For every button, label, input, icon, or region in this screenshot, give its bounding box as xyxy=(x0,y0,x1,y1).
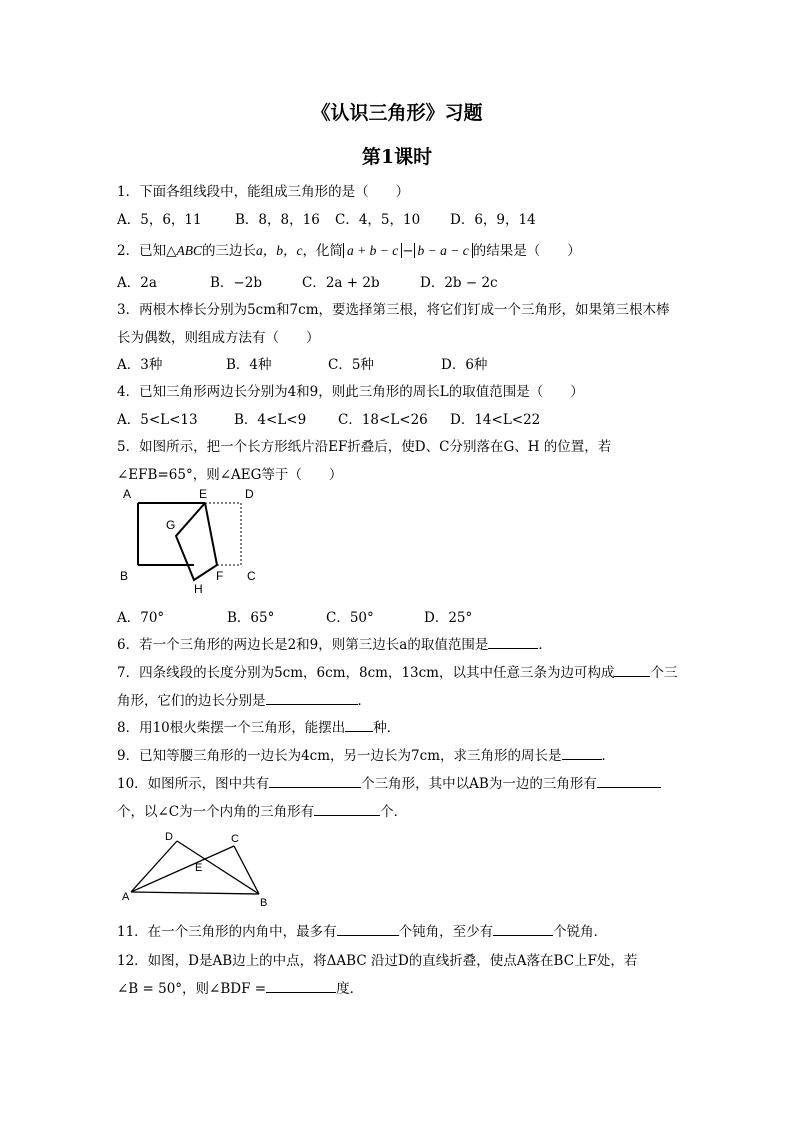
question-6 xyxy=(117,633,552,653)
q1-option-b: B．8，8，16 xyxy=(235,212,320,228)
q3-option-d: D．6种 xyxy=(441,357,488,373)
q2-stem-pre: 2．已知△ xyxy=(117,243,177,259)
q2-stem-mid: 的三边长 xyxy=(201,243,256,259)
q4-option-c: C．18<L<26 xyxy=(338,412,428,428)
q10-answer-blank-2 xyxy=(597,775,661,788)
segment-cb xyxy=(234,846,259,894)
q10-line2-text: 个，以∠C为一个内角的三角形有 xyxy=(117,804,315,820)
q1-option-a: A．5，6，11 xyxy=(117,212,202,228)
label-e: E xyxy=(199,487,208,501)
q2-stem-simplify: ，化简 xyxy=(302,243,343,259)
label-a: A xyxy=(123,487,132,501)
question-2-stem xyxy=(117,239,581,259)
q2-minus: − xyxy=(402,243,414,259)
q1-option-d: D．6，9，14 xyxy=(450,212,536,228)
q12-answer-blank xyxy=(266,980,336,993)
q11-post: 个锐角． xyxy=(553,924,608,940)
q9-post: ． xyxy=(601,748,615,764)
q4-option-a: A．5<L<13 xyxy=(117,412,198,428)
question-10-line-2 xyxy=(117,800,407,820)
question-12-line-1: 12．如图，D是AB边上的中点，将ΔABC 沿过D的直线折叠，使点A落在BC上F处，若 xyxy=(117,953,638,969)
question-5-line-1: 5．如图所示，把一个长方形纸片沿EF折叠后，使D、C分别落在G、H 的位置，若 xyxy=(117,439,612,455)
label-c: C xyxy=(231,833,239,845)
q6-text: 6．若一个三角形的两边长是2和9，则第三边长a的取值范围是 xyxy=(117,637,489,653)
question-1-stem: 1．下面各组线段中，能组成三角形的是（ ） xyxy=(117,184,410,200)
label-g: G xyxy=(166,518,176,532)
q3-option-a: A．3种 xyxy=(117,357,163,373)
page-title: 《认识三角形》习题 xyxy=(311,102,483,124)
q5-option-b: B．65° xyxy=(227,610,275,626)
q7-text: 7．四条线段的长度分别为5cm，6cm，8cm，13cm，以其中任意三条为边可构成 xyxy=(117,665,615,681)
q10-mid: 个三角形，其中以AB为一边的三角形有 xyxy=(361,776,597,792)
question-5-line-2: ∠EFB=65°，则∠AEG等于（ ） xyxy=(117,467,343,483)
q2-option-c: C．2a + 2b xyxy=(302,275,380,291)
label-b: B xyxy=(260,897,268,908)
question-12-line-2 xyxy=(117,977,363,997)
q4-option-b: B．4<L<9 xyxy=(234,412,307,428)
q8-post: 种． xyxy=(373,720,401,736)
q4-option-d: D．14<L<22 xyxy=(450,412,541,428)
question-4-stem: 4．已知三角形两边长分别为4和9，则此三角形的周长L的取值范围是（ ） xyxy=(117,384,584,400)
question-9 xyxy=(117,744,615,764)
label-c: C xyxy=(247,569,256,583)
q2-stem-post: 的结果是（ ） xyxy=(472,243,581,259)
page-subtitle: 第1课时 xyxy=(361,146,433,168)
label-h: H xyxy=(194,582,203,596)
q8-answer-blank xyxy=(345,719,373,732)
question-3-line-1: 3．两根木棒长分别为5cm和7cm，要选择第三根，将它们钉成一个三角形，如果第三根木棒 xyxy=(117,302,670,318)
q2-abs-2: b − a − c xyxy=(414,243,473,258)
q7-mid: 个三 xyxy=(650,665,678,681)
label-a: A xyxy=(122,891,130,903)
q11-mid: 个钝角，至少有 xyxy=(398,924,494,940)
segment-db xyxy=(177,841,259,894)
question-7-line-1 xyxy=(117,661,677,681)
label-b: B xyxy=(120,569,129,583)
question-11 xyxy=(117,920,607,940)
q9-text: 9．已知等腰三角形的一边长为4cm，另一边长为7cm，求三角形的周长是 xyxy=(117,748,562,764)
q5-option-d: D．25° xyxy=(424,610,473,626)
q7-post: ． xyxy=(357,693,371,709)
question-8 xyxy=(117,716,400,736)
question-10-line-1 xyxy=(117,772,661,792)
q11-answer-blank-1 xyxy=(337,923,399,936)
question-3-line-2: 长为偶数，则组成方法有（ ） xyxy=(117,330,320,346)
q10-answer-blank-1 xyxy=(269,775,361,788)
q5-option-a: A．70° xyxy=(117,610,165,626)
q1-option-c: C．4，5，10 xyxy=(335,212,421,228)
question-7-line-2 xyxy=(117,689,371,709)
q11-text: 11．在一个三角形的内角中，最多有 xyxy=(117,924,337,940)
segment-ab xyxy=(131,892,259,894)
q7-answer-blank-1 xyxy=(614,664,650,677)
label-f: F xyxy=(216,569,224,583)
folded-rectangle-figure xyxy=(110,485,270,600)
q10-text: 10．如图所示，图中共有 xyxy=(117,776,270,792)
q5-option-c: C．50° xyxy=(326,610,374,626)
q7-answer-blank-2 xyxy=(266,692,358,705)
q2-vars: a，b，c xyxy=(255,243,303,258)
q11-answer-blank-2 xyxy=(493,923,553,936)
q10-post: 个． xyxy=(380,804,408,820)
folded-flap xyxy=(176,503,217,580)
q2-option-d: D．2b − 2c xyxy=(420,275,498,291)
label-d: D xyxy=(245,487,254,501)
segment-ac xyxy=(131,846,234,892)
q3-option-c: C．5种 xyxy=(328,357,374,373)
label-e: E xyxy=(195,862,203,874)
q2-abc: ABC xyxy=(176,243,202,258)
q12-line2-text: ∠B = 50°，则∠BDF = xyxy=(117,981,267,997)
q8-text: 8．用10根火柴摆一个三角形，能摆出 xyxy=(117,720,346,736)
q2-option-b: B．−2b xyxy=(210,275,262,291)
q9-answer-blank xyxy=(562,747,602,760)
q7-line2-text: 角形，它们的边长分别是 xyxy=(117,693,266,709)
q2-abs-1: a + b − c xyxy=(343,243,402,258)
label-d: D xyxy=(165,831,173,843)
q3-option-b: B．4种 xyxy=(226,357,272,373)
q2-option-a: A．2a xyxy=(117,275,157,291)
q10-answer-blank-3 xyxy=(314,803,380,816)
q6-answer-blank xyxy=(488,636,538,649)
q6-post: ． xyxy=(538,637,552,653)
segment-ad xyxy=(131,841,177,892)
q12-post: 度． xyxy=(336,981,364,997)
crossing-triangles-figure xyxy=(112,826,277,908)
